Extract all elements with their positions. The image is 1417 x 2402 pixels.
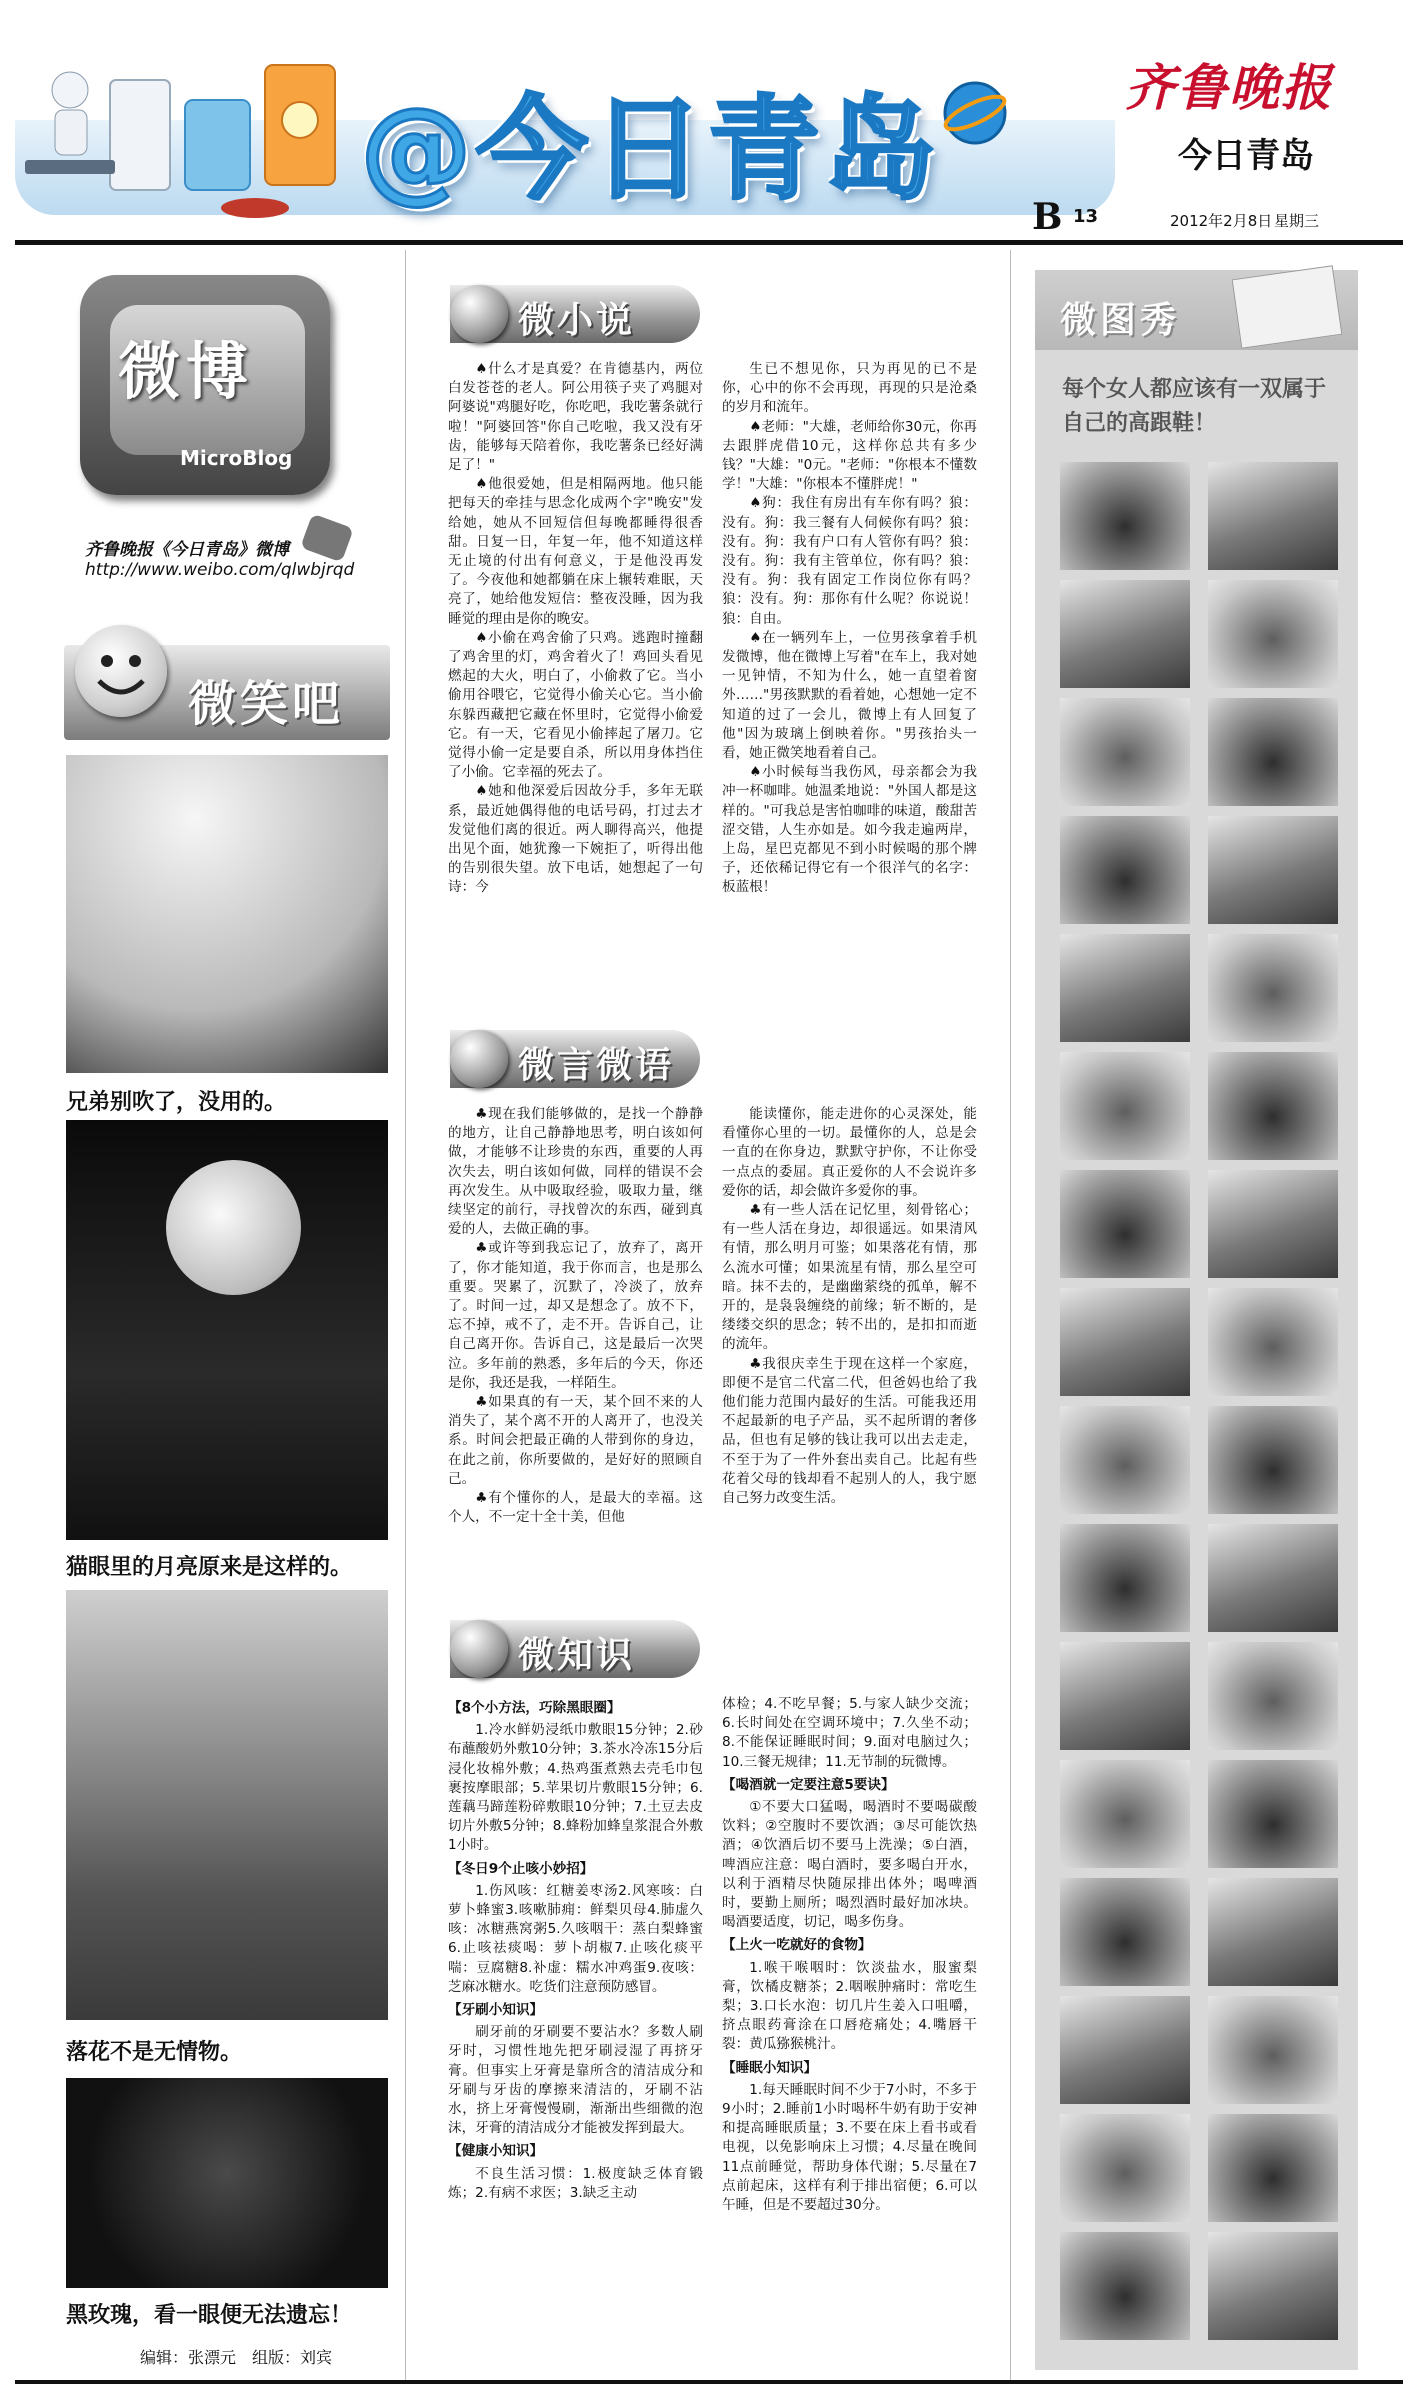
shoe-photo bbox=[1208, 1996, 1338, 2104]
section-letter: B bbox=[1032, 196, 1063, 238]
knowledge-heading: 【冬日9个止咳小妙招】 bbox=[448, 1860, 594, 1877]
masthead-title: @今日青岛 bbox=[360, 85, 940, 215]
photo-show-title: 微图秀 bbox=[1060, 300, 1181, 341]
envelope-icon bbox=[1232, 265, 1343, 349]
shoe-photo bbox=[1208, 1052, 1338, 1160]
knowledge-column-1 bbox=[448, 1695, 703, 2203]
shoe-photo bbox=[1060, 1406, 1190, 1514]
knowledge-heading: 【睡眠小知识】 bbox=[722, 2059, 818, 2076]
shoe-photo bbox=[1060, 1288, 1190, 1396]
shoe-photo bbox=[1060, 2114, 1190, 2222]
paragraph: 体检；4.不吃早餐；5.与家人缺少交流；6.长时间处在空调环境中；7.久坐不动；8.不能保证睡眠时间；9.面对电脑过久；10.三餐无规律；11.无节制的玩微博。 bbox=[722, 1696, 977, 1770]
knowledge-heading: 【牙刷小知识】 bbox=[448, 2002, 544, 2019]
novel-column-1 bbox=[448, 360, 703, 898]
shoe-photo bbox=[1060, 1996, 1190, 2104]
shoe-photo bbox=[1060, 580, 1190, 688]
shoe-photo bbox=[1208, 462, 1338, 570]
shoe-photo bbox=[1208, 1642, 1338, 1750]
shoe-photo bbox=[1060, 462, 1190, 570]
cartoon-photo bbox=[66, 755, 388, 1073]
knowledge-heading: 【健康小知识】 bbox=[448, 2143, 544, 2160]
moon-cat-photo bbox=[66, 1120, 388, 1540]
photo-caption: 猫眼里的月亮原来是这样的。 bbox=[66, 1555, 353, 1580]
paragraph: ♠什么才是真爱？在肯德基内，两位白发苍苍的老人。阿公用筷子夹了鸡腿对阿婆说"鸡腿好吃，你吃吧，我吃薯条就行啦！"阿婆回答"你自己吃啦，我又没有牙齿，能够每天陪着你，我吃薯条已经好满足了！" bbox=[448, 361, 703, 474]
shoe-photo bbox=[1208, 1170, 1338, 1278]
paragraph: ♠在一辆列车上，一位男孩拿着手机发微博，他在微博上写着"在车上，我对她一见钟情，不知为什么，她一直望着窗外……"男孩默默的看着她，心想她一定不知道的过了一会儿，微博上有人回复了他"因为玻璃上倒映着你。"男孩抬头一看，她正微笑地看着自己。 bbox=[722, 629, 977, 762]
novel-column-2 bbox=[722, 360, 977, 898]
page-number: 13 bbox=[1073, 206, 1099, 227]
shoe-photo bbox=[1208, 1288, 1338, 1396]
shoe-photo-grid bbox=[1060, 462, 1340, 2352]
paragraph: ♣有个懂你的人，是最大的幸福。这个人，不一定十全十美，但他 bbox=[448, 1490, 703, 1526]
globe-icon bbox=[940, 78, 1010, 148]
knowledge-section-title: 微知识 bbox=[518, 1635, 636, 1676]
speech-bubble-icon bbox=[300, 514, 354, 563]
shoe-photo bbox=[1060, 1760, 1190, 1868]
masthead-illustration-icon bbox=[15, 20, 345, 220]
shoe-photo bbox=[1060, 1642, 1190, 1750]
shoe-photo bbox=[1060, 698, 1190, 806]
paragraph: ♣我很庆幸生于现在这样一个家庭，即便不是官二代富二代，但爸妈也给了我他们能力范围内最好的生活。可能我还用不起最新的电子产品，买不起所谓的奢侈品，但也有足够的钱让我可以出去走走，不至于为了一件外套出卖自己。比起有些花着父母的钱却看不起别人的人，我宁愿自己努力改变生活。 bbox=[722, 1355, 977, 1507]
quotes-column-1 bbox=[448, 1105, 703, 1527]
shoe-photo bbox=[1208, 1878, 1338, 1986]
paragraph: ♣现在我们能够做的，是找一个静静的地方，让自己静静地思考，明白该如何做，才能够不让珍贵的东西，重要的人再次失去，明白该如何做，同样的错误不会再次发生。从中吸取经验，吸取力量，继续坚定的前行，寻找曾次的东西，碰到真爱的人，去做正确的事。 bbox=[448, 1106, 703, 1238]
paragraph: 1.喉干喉咽时：饮淡盐水，服蜜梨膏，饮橘皮糖茶；2.咽喉肿痛时：常吃生梨；3.口长水泡：切几片生姜入口咀嚼，挤点眼药膏涂在口唇疮痛处；4.嘴唇干裂：黄瓜猕猴桃汁。 bbox=[722, 1959, 977, 2053]
knowledge-heading: 【8个小方法，巧除黑眼圈】 bbox=[448, 1700, 621, 1716]
weibo-logo-text: 微博 bbox=[118, 335, 255, 408]
bottom-rule bbox=[15, 2380, 1403, 2384]
column-divider bbox=[405, 250, 406, 2380]
paragraph: 不良生活习惯：1.极度缺乏体育锻炼；2.有病不求医；3.缺乏主动 bbox=[448, 2165, 703, 2201]
paragraph: 1.每天睡眠时间不少于7小时，不多于9小时；2.睡前1小时喝杯牛奶有助于安神和提高睡眠质量；3.不要在床上看书或看电视，以免影响床上习惯；4.尽量在晚间11点前睡觉，帮助身体代谢；5.尽量在7点前起床，这样有利于排出宿便；6.可以午睡，但是不要超过30分。 bbox=[722, 2081, 977, 2214]
shoe-photo bbox=[1208, 934, 1338, 1042]
smiley-icon bbox=[75, 625, 167, 717]
shoe-photo bbox=[1208, 816, 1338, 924]
shoe-photo bbox=[1208, 698, 1338, 806]
issue-date: 2012年2月8日 bbox=[1170, 212, 1273, 230]
paragraph: ♠老师："大雄，老师给你30元，你再去跟胖虎借10元，这样你总共有多少钱？"大雄："0元。"老师："你根本不懂数学！"大雄："你根本不懂胖虎！" bbox=[722, 418, 977, 493]
paragraph: ♣如果真的有一天，某个回不来的人消失了，某个离不开的人离开了，也没关系。时间会把最正确的人带到你的身边，在此之前，你所要做的，是好好的照顾自己。 bbox=[448, 1394, 703, 1487]
weibo-caption: 齐鲁晚报《今日青岛》微博 bbox=[85, 540, 289, 560]
paragraph: ♠狗：我住有房出有车你有吗？狼：没有。狗：我三餐有人伺候你有吗？狼：没有。狗：我有户口有人管你有吗？狼：没有。狗：我有主管单位，你有吗？狼：没有。狗：我有固定工作岗位你有吗？狼：没有。狗：那你有什么呢？你说说！狼：自由。 bbox=[722, 495, 977, 627]
knowledge-heading: 【喝酒就一定要注意5要诀】 bbox=[722, 1776, 895, 1793]
black-rose-photo bbox=[66, 2078, 388, 2288]
paragraph: 1.冷水鲜奶浸纸巾敷眼15分钟；2.砂布蘸酸奶外敷10分钟；3.茶水冷冻15分后浸化妆棉外敷；4.热鸡蛋煮熟去壳毛巾包裹按摩眼部；5.苹果切片敷眼15分钟；6.莲藕马蹄莲粉碎敷眼10分钟；7.土豆去皮切片外敷5分钟；8.蜂粉加蜂皇浆混合外敷1小时。 bbox=[448, 1722, 703, 1854]
knowledge-heading: 【上火一吃就好的食物】 bbox=[722, 1937, 872, 1954]
question-mark-icon bbox=[450, 1620, 508, 1678]
paragraph: 能读懂你，能走进你的心灵深处，能看懂你心里的一切。最懂你的人，总是会一直的在你身边，默默守护你，不让你受一点点的委屈。真正爱你的人不会说许多爱你的话，却会做许多爱你的事。 bbox=[722, 1106, 977, 1199]
shoe-photo bbox=[1208, 2232, 1338, 2340]
shoe-photo bbox=[1208, 1760, 1338, 1868]
shoe-photo bbox=[1208, 1524, 1338, 1632]
shoe-photo bbox=[1208, 1406, 1338, 1514]
shoe-photo bbox=[1060, 1170, 1190, 1278]
paragraph: 生已不想见你，只为再见的已不是你，心中的你不会再现，再现的只是沧桑的岁月和流年。 bbox=[722, 361, 977, 416]
masthead bbox=[0, 0, 1417, 245]
shoe-photo bbox=[1060, 934, 1190, 1042]
shoe-photo bbox=[1208, 580, 1338, 688]
shoe-photo bbox=[1060, 816, 1190, 924]
column-divider bbox=[1010, 250, 1011, 2380]
flower-car-photo bbox=[66, 1590, 388, 2020]
quotes-section-title: 微言微语 bbox=[518, 1045, 675, 1086]
photo-caption: 黑玫瑰，看一眼便无法遗忘！ bbox=[66, 2303, 353, 2328]
paragraph: ♣或许等到我忘记了，放弃了，离开了，你才能知道，我于你而言，也是那么重要。哭累了，沉默了，冷淡了，放弃了。时间一过，却又是想念了。放不下，忘不掉，戒不了，走不开。告诉自己，让自己离开你。告诉自己，这是最后一次哭泣。多年前的熟悉，多年后的今天，你还是你，我还是我，一样陌生。 bbox=[448, 1240, 703, 1391]
weibo-url[interactable]: http://www.weibo.com/qlwbjrqd bbox=[85, 560, 355, 580]
paragraph: ♠他很爱她，但是相隔两地。他只能把每天的牵挂与思念化成两个字"晚安"发给她，她从不回短信但每晚都睡得很香甜。日复一日，年复一年，他不知道这样无止境的付出有何意义，于是他没再发了。今夜他和她都躺在床上辗转难眠，天亮了，她给他发短信：整夜没睡，因为我睡觉的理由是你的晚安。 bbox=[448, 476, 703, 627]
weibo-logo-en: MicroBlog bbox=[180, 446, 293, 470]
masthead-subtitle: 今日青岛 bbox=[1178, 136, 1314, 176]
editor-credit: 编辑：张漂元 组版：刘宾 bbox=[140, 2348, 333, 2367]
shoe-photo bbox=[1060, 1524, 1190, 1632]
top-rule bbox=[15, 240, 1403, 245]
paragraph: 刷牙前的牙刷要不要沾水？多数人刷牙时，习惯性地先把牙刷浸湿了再挤牙膏。但事实上牙膏是靠所含的清洁成分和牙刷与牙齿的摩擦来清洁的，牙刷不沾水，挤上牙膏慢慢刷，渐渐出些细微的泡沫，牙膏的清洁成分才能被发挥到最大。 bbox=[448, 2024, 703, 2137]
book-icon bbox=[450, 285, 508, 343]
shoe-photo bbox=[1060, 2232, 1190, 2340]
paragraph: ♠小偷在鸡舍偷了只鸡。逃跑时撞翻了鸡舍里的灯，鸡舍着火了！鸡回头看见燃起的大火，明白了，小偷救了它。当小偷用谷喂它，它觉得小偷关心它。当小偷东躲西藏把它藏在怀里时，它觉得小偷爱它。有一天，它看见小偷摔起了屠刀。它觉得小偷一定是要自杀，所以用身体挡住了小偷。它幸福的死去了。 bbox=[448, 629, 703, 781]
newspaper-brand: 齐鲁晚报 bbox=[1125, 58, 1333, 117]
shoe-photo bbox=[1208, 2114, 1338, 2222]
novel-section-title: 微小说 bbox=[518, 300, 636, 341]
photo-caption: 落花不是无情物。 bbox=[66, 2040, 243, 2065]
microphone-icon bbox=[450, 1030, 508, 1088]
knowledge-column-2 bbox=[722, 1695, 977, 2215]
paragraph: ♠小时候每当我伤风，母亲都会为我冲一杯咖啡。她温柔地说："外国人都是这样的。"可我总是害怕咖啡的味道，酸甜苦涩交错，人生亦如是。如今我走遍两岸，上岛，星巴克都见不到小时候喝的那个牌子，还依稀记得它有一个很洋气的名字：板蓝根！ bbox=[722, 764, 977, 896]
quotes-column-2 bbox=[722, 1105, 977, 1508]
laugh-section-title: 微笑吧 bbox=[188, 676, 345, 732]
issue-weekday: 星期三 bbox=[1274, 212, 1320, 230]
paragraph: 1.伤风咳：红糖姜枣汤2.风寒咳：白萝卜蜂蜜3.咳嗽肺痈：鲜梨贝母4.肺虚久咳：冰糖燕窝粥5.久咳咽干：蒸白梨蜂蜜6.止咳祛痰喝：萝卜胡椒7.止咳化痰平喘：豆腐糖8.补虚：糯水冲鸡蛋9.夜咳：芝麻冰糖水。吃货们注意预防感冒。 bbox=[448, 1882, 703, 1995]
photo-caption: 兄弟别吹了，没用的。 bbox=[66, 1090, 287, 1115]
paragraph: ♣有一些人活在记忆里，刻骨铭心；有一些人活在身边，却很遥远。如果清风有情，那么明月可鉴；如果落花有情，那么流水可懂；如果流星有情，那么星空可暗。抹不去的，是幽幽萦绕的孤单，解不开的，是袅袅缠绕的前缘；斩不断的，是缕缕交织的思念；转不出的，是扣扣而逝的流年。 bbox=[722, 1202, 977, 1353]
shoe-photo bbox=[1060, 1878, 1190, 1986]
paragraph: ①不要大口猛喝，喝酒时不要喝碳酸饮料；②空腹时不要饮酒；③尽可能饮热酒；④饮酒后切不要马上洗澡；⑤白酒，啤酒应注意：喝白酒时，要多喝白开水，以利于酒精尽快随尿排出体外；喝啤酒时，要勤上厕所；喝烈酒时最好加冰块。喝酒要适度，切记，喝多伤身。 bbox=[722, 1799, 977, 1931]
shoe-photo bbox=[1060, 1052, 1190, 1160]
photo-show-tagline: 每个女人都应该有一双属于自己的高跟鞋！ bbox=[1062, 376, 1327, 436]
paragraph: ♠她和他深爱后因故分手，多年无联系，最近她偶得他的电话号码，打过去才发觉他们离的很近。两人聊得高兴，他提出见个面，她犹豫一下婉拒了，听得出他的告别很失望。放下电话，她想起了一句诗：今 bbox=[448, 783, 703, 896]
